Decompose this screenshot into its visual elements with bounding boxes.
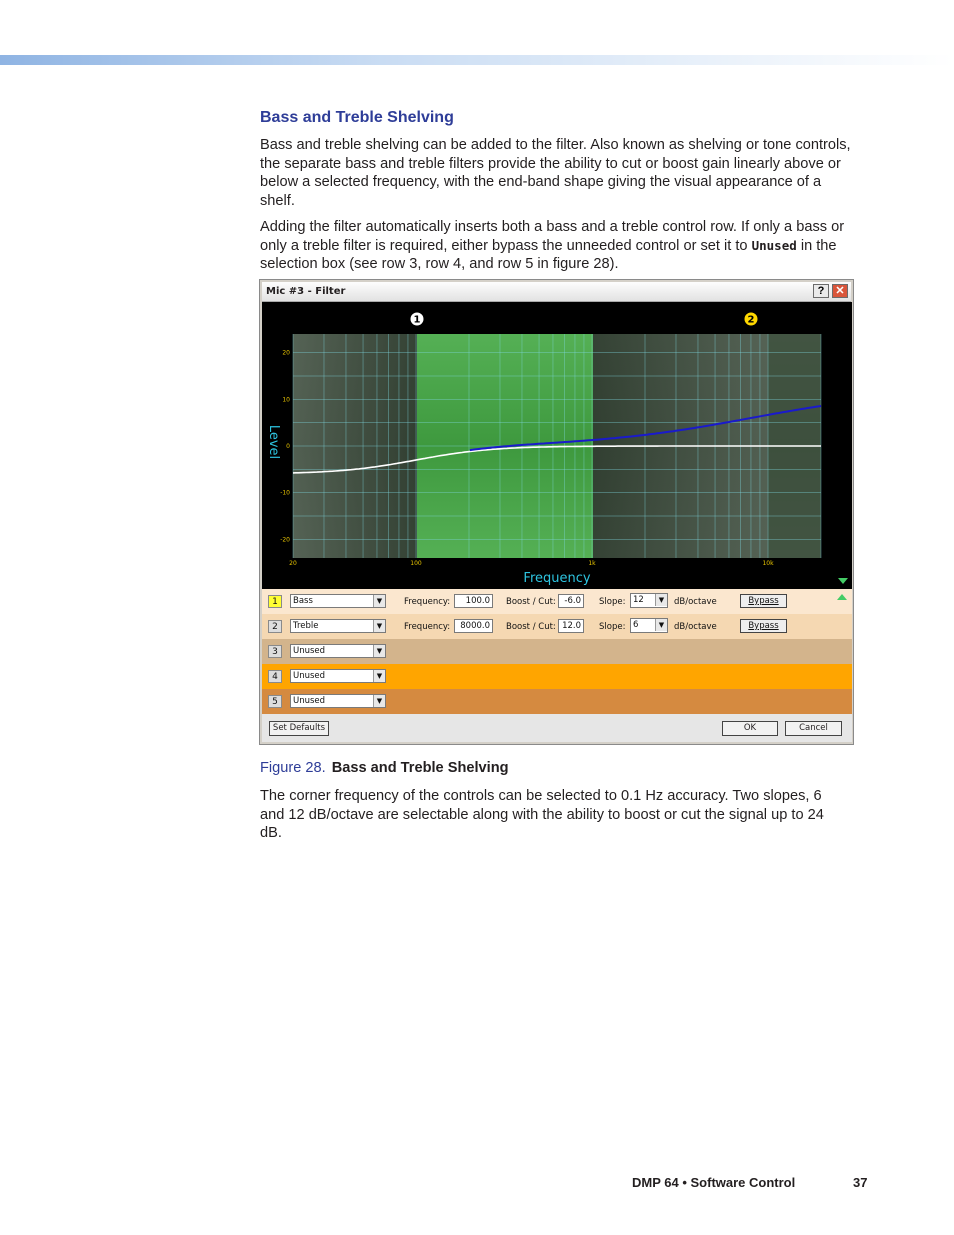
frequency-label: Frequency: (404, 597, 451, 607)
y-tick-label: 10 (282, 396, 290, 404)
plot-svg (262, 302, 852, 590)
slope-label: Slope: (599, 597, 626, 607)
scroll-down-icon[interactable] (838, 578, 848, 584)
paragraph-3: The corner frequency of the controls can be selected to 0.1 Hz accuracy. Two slopes, 6 and 12 dB/octave are selectable along with the ability to boost or cut the signal up to 24 dB. (260, 788, 824, 842)
filter-type-value: Unused (293, 646, 326, 656)
filter-type-value: Unused (293, 671, 326, 681)
frequency-label: Frequency: (404, 622, 451, 632)
filter-row-4 (262, 664, 852, 689)
slope-label: Slope: (599, 622, 626, 632)
filter-type-value: Treble (293, 621, 319, 631)
unit-label: dB/octave (674, 597, 717, 607)
chevron-down-icon[interactable]: ▼ (373, 645, 385, 657)
chevron-down-icon[interactable]: ▼ (373, 670, 385, 682)
header-gradient-bar (0, 55, 954, 65)
ok-button[interactable]: OK (722, 721, 778, 736)
scroll-up-icon[interactable] (837, 594, 847, 600)
slope-value: 6 (633, 620, 639, 630)
filter-number[interactable]: 5 (268, 695, 282, 708)
window-titlebar (262, 282, 851, 302)
y-axis-label: Level (266, 424, 281, 460)
slope-select[interactable] (630, 593, 668, 608)
x-tick-label: 20 (289, 560, 297, 567)
boost-cut-label: Boost / Cut: (506, 622, 556, 632)
chevron-down-icon[interactable]: ▼ (373, 595, 385, 607)
filter-number[interactable]: 4 (268, 670, 282, 683)
paragraph-2-text-a: Adding the filter automatically inserts both a bass and a treble control row. If only a bass or only a treble filter is required, either bypass the unneeded control or set it to (260, 219, 845, 254)
window-button-bar (262, 714, 852, 742)
frequency-input[interactable]: 8000.0 (454, 619, 493, 633)
filter-row-1 (262, 589, 852, 614)
paragraph-2-text-b: in the selection box (see row 3, row 4, and row 5 in figure 28). (260, 237, 837, 273)
y-tick-label: 0 (286, 443, 290, 450)
footer-doc-title: DMP 64 • Software Control (632, 1175, 796, 1190)
chevron-down-icon[interactable]: ▼ (373, 620, 385, 632)
filter-type-value: Bass (293, 596, 313, 606)
boost-cut-input[interactable]: 12.0 (558, 619, 584, 633)
set-defaults-button[interactable]: Set Defaults (269, 721, 329, 736)
footer-page-number: 37 (853, 1175, 868, 1190)
filter-row-5 (262, 689, 852, 714)
filter-marker-1[interactable] (410, 312, 424, 326)
frequency-input[interactable]: 100.0 (454, 594, 493, 608)
y-tick-label: -20 (280, 536, 290, 544)
boost-cut-label: Boost / Cut: (506, 597, 556, 607)
marker-1-label: 1 (413, 314, 421, 326)
x-tick-labels (289, 560, 774, 567)
paragraph-2 (260, 218, 860, 274)
boost-cut-input[interactable]: -6.0 (558, 594, 584, 608)
cancel-button[interactable]: Cancel (785, 721, 842, 736)
x-axis-label: Frequency (523, 571, 591, 586)
frequency-response-plot (262, 302, 852, 590)
slope-value: 12 (633, 595, 644, 605)
filter-type-select[interactable] (290, 594, 386, 608)
figure-label: Figure 28. (260, 760, 326, 776)
filter-marker-2[interactable] (744, 312, 758, 326)
x-tick-label: 10k (762, 560, 774, 567)
close-button[interactable]: ✕ (832, 284, 848, 298)
y-tick-label: -10 (280, 489, 290, 497)
filter-row-2 (262, 614, 852, 639)
paragraph-1: Bass and treble shelving can be added to the filter. Also known as shelving or tone controls, the separate bass and treble filters provide the ability to cut or boost gain linearly above or below a selected frequency, with the end-band shape giving the visual appearance of a shelf. (260, 137, 851, 209)
slope-select[interactable] (630, 618, 668, 633)
filter-type-select[interactable] (290, 694, 386, 708)
filter-type-select[interactable] (290, 669, 386, 683)
bypass-button[interactable]: Bypass (740, 594, 787, 608)
filter-type-select[interactable] (290, 619, 386, 633)
filter-number[interactable]: 2 (268, 620, 282, 633)
filter-number[interactable]: 1 (268, 595, 282, 608)
filter-number[interactable]: 3 (268, 645, 282, 658)
filter-type-value: Unused (293, 696, 326, 706)
chevron-down-icon[interactable]: ▼ (373, 695, 385, 707)
x-tick-label: 100 (410, 560, 422, 567)
marker-2-label: 2 (747, 314, 755, 326)
figure-caption (260, 760, 509, 776)
filter-row-3 (262, 639, 852, 664)
bypass-button[interactable]: Bypass (740, 619, 787, 633)
unit-label: dB/octave (674, 622, 717, 632)
chevron-down-icon[interactable]: ▼ (655, 594, 667, 606)
filter-type-select[interactable] (290, 644, 386, 658)
chevron-down-icon[interactable]: ▼ (655, 619, 667, 631)
help-button[interactable]: ? (813, 284, 829, 298)
figure-title: Bass and Treble Shelving (331, 760, 509, 776)
section-heading: Bass and Treble Shelving (260, 109, 454, 126)
window-title: Mic #3 - Filter (266, 286, 346, 297)
y-tick-label: 20 (282, 349, 290, 357)
x-tick-label: 1k (588, 560, 596, 567)
unused-keyword: Unused (751, 237, 797, 253)
